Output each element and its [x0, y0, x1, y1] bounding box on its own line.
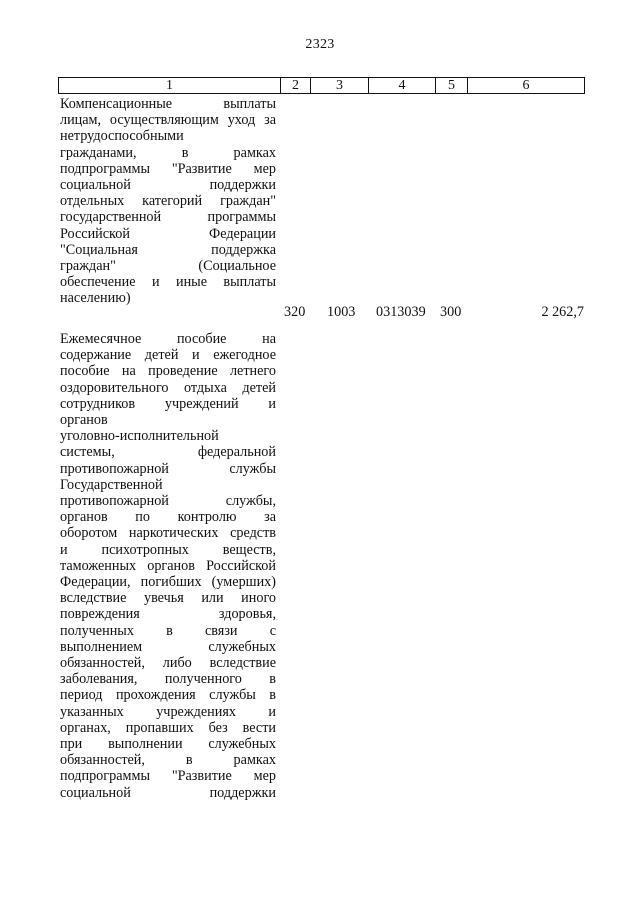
row-2-line: сотрудников учреждений и	[60, 395, 276, 412]
row-2-line: оборотом наркотических средств	[60, 525, 276, 542]
column-header-6: 6	[522, 78, 530, 93]
row-2-line: обязанностей, в рамках	[60, 752, 276, 769]
row-1-col-6: 2 262,7	[541, 304, 584, 320]
page-number: 2323	[305, 37, 335, 52]
row-2-line: противопожарной службы,	[60, 493, 276, 510]
row-2-line: пособие на проведение летнего	[60, 363, 276, 380]
row-1-line: граждан" (Социальное	[60, 258, 276, 275]
row-1-line: обеспечение и иные выплаты	[60, 274, 276, 291]
column-header-3: 3	[311, 78, 369, 93]
row-1-line: гражданами, в рамках	[60, 144, 276, 161]
column-header-5: 5	[436, 78, 468, 93]
row-2-line: Федерации, погибших (умерших)	[60, 574, 276, 591]
row-2-line: подпрограммы "Развитие мер	[60, 768, 276, 785]
row-2-description	[60, 331, 276, 801]
row-2-line: полученных в связи с	[60, 622, 276, 639]
row-1-line: государственной программы	[60, 209, 276, 226]
row-2-line: органах, пропавших без вести	[60, 719, 276, 736]
row-2-line: противопожарной службы	[60, 460, 276, 477]
column-header-2: 2	[281, 78, 311, 93]
row-2-line: органов	[60, 412, 108, 429]
row-1-col-5: 300	[440, 304, 462, 320]
row-2-line: социальной поддержки	[60, 784, 276, 801]
row-2-line: оздоровительного отдыха детей	[60, 379, 276, 396]
row-2-line: обязанностей, либо вследствие	[60, 655, 276, 672]
row-2-line: уголовно-исполнительной	[60, 428, 219, 445]
row-1-col-4: 0313039	[376, 304, 426, 320]
row-2-line: Государственной	[60, 476, 163, 493]
row-2-line: системы, федеральной	[60, 444, 276, 461]
table-header	[58, 77, 585, 94]
row-2-line: таможенных органов Российской	[60, 557, 276, 574]
row-1-line: населению)	[60, 290, 131, 307]
row-2-line: Ежемесячное пособие на	[60, 331, 276, 347]
column-header-4: 4	[369, 78, 436, 93]
row-1-line: лицам, осуществляющим уход за	[60, 112, 276, 129]
row-2-line: указанных учреждениях и	[60, 703, 276, 720]
row-2-line: повреждения здоровья,	[60, 606, 276, 623]
row-1-col-2: 320	[284, 304, 306, 320]
row-2-line: содержание детей и ежегодное	[60, 347, 276, 364]
row-1-description	[60, 96, 276, 307]
row-1-line: подпрограммы "Развитие мер	[60, 160, 276, 177]
row-1-line: Российской Федерации	[60, 225, 276, 242]
column-header-1: 1	[59, 78, 281, 93]
row-2-line: при выполнении служебных	[60, 736, 276, 753]
row-1-line: "Социальная поддержка	[60, 241, 276, 258]
row-2-line: заболевания, полученного в	[60, 671, 276, 688]
row-1-line: Компенсационные выплаты	[60, 96, 276, 112]
row-2-line: период прохождения службы в	[60, 687, 276, 704]
row-2-line: вследствие увечья или иного	[60, 590, 276, 607]
row-2-line: и психотропных веществ,	[60, 541, 276, 558]
row-1-line: отдельных категорий граждан"	[60, 193, 276, 210]
row-1-line: нетрудоспособными	[60, 128, 184, 145]
row-1-line: социальной поддержки	[60, 177, 276, 194]
row-2-line: выполнением служебных	[60, 638, 276, 655]
row-1-col-3: 1003	[327, 304, 356, 320]
row-2-line: органов по контролю за	[60, 509, 276, 526]
